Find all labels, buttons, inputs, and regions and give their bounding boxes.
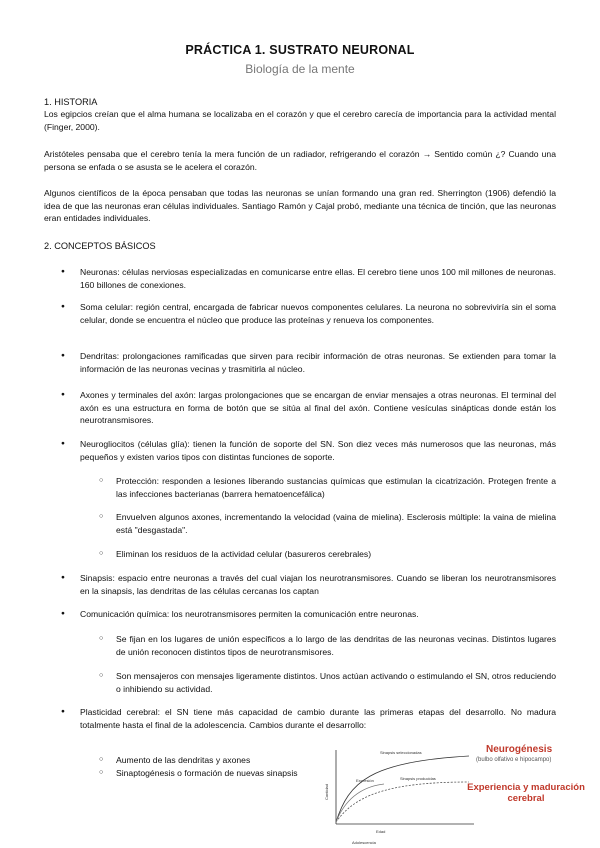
sub-item-dendritas-axones: ○ Aumento de las dendritas y axones (116, 754, 306, 767)
list-item-axones: ● Axones y terminales del axón: largas prolongaciones que se encargan de enviar mensajes a otras neuronas. El terminal del axón es una estructura en forma de botón que se sitúa al final del axón. Contiene vesículas sinápticas donde están los neurotransmisores. (80, 389, 556, 427)
list-item-dendritas: ● Dendritas: prolongaciones ramificadas que sirven para recibir información de otras neuronas. Se extienden para tomar la información de las neuronas vecinas y trasmitirla al núcleo. (80, 350, 556, 375)
list-item-glia: ● Neurogliocitos (células glía): tienen la función de soporte del SN. Son diez veces más numerosos que las neuronas, más pequeños y existen varios tipos con distintas funciones de soporte. (80, 438, 556, 463)
sub-item-fijacion: ○ Se fijan en los lugares de unión específicos a lo largo de las dendritas de las neuronas vecinas. Distintos lugares de unión reconocen distintos tipos de neurotransmisores. (116, 633, 556, 658)
curve-produced (336, 782, 469, 822)
curve-selected (336, 756, 469, 822)
sub-item-mensajeros: ○ Son mensajeros con mensajes ligeramente distintos. Unos actúan activando o estimulando el SN, otros reduciendo o inhibiendo su actividad. (116, 670, 556, 695)
paragraph-egipcios: Los egipcios creían que el alma humana se localizaba en el corazón y que el cerebro carecía de importancia para la actividad mental (Finger, 2000). (44, 109, 556, 132)
section-heading-conceptos: 2. CONCEPTOS BÁSICOS (44, 241, 156, 251)
list-item-comunicacion: ● Comunicación química: los neurotransmisores permiten la comunicación entre neuronas. (80, 608, 556, 621)
page-title: PRÁCTICA 1. SUSTRATO NEURONAL (185, 43, 415, 57)
figure-label-neurogenesis: Neurogénesis (486, 744, 553, 755)
sub-item-mielina: ○ Envuelven algunos axones, incrementando la velocidad (vaina de mielina). Esclerosis múltiple: la vaina de mielina está "desgastada". (116, 511, 556, 536)
figure-label-experiencia: Experiencia y maduración cerebral (467, 782, 585, 804)
figure-label-low: Expresión (356, 778, 374, 783)
curve-expression (336, 784, 384, 822)
sub-item-sinaptogenesis: ○ Sinaptogénesis o formación de nuevas sinapsis (116, 767, 306, 780)
figure-x-note: Adolescencia (352, 840, 376, 845)
paragraph-cajal: Algunos científicos de la época pensaban que todas las neuronas se unían formando una gran red. Sherrington (1906) defendió la idea de que las neuronas eran células individuales. Santiago Ramón y Cajal probó, mediante una técnica de tinción, que las neuronas eran entidades individuales. (44, 188, 556, 224)
figure-x-label: Edad (376, 829, 386, 834)
list-item-sinapsis: ● Sinapsis: espacio entre neuronas a través del cual viajan los neurotransmisores. Cuando se liberan los neurotransmisores en la sinapsis, las dendritas de las células cercanas los captan (80, 572, 556, 597)
figure-sublabel-bulbo: (bulbo olfativo e hipocampo) (476, 757, 552, 763)
figure-label-mid: Sinapsis producidas (400, 776, 436, 781)
plasticidad-text: Plasticidad cerebral: el SN tiene más capacidad de cambio durante las primeras etapas del desarrollo. No madura totalmente hasta el final de la adolescencia. Cambios durante el desarrollo: (80, 707, 556, 730)
sub-item-proteccion: ○ Protección: responden a lesiones liberando sustancias químicas que estimulan la cicatrización. Protegen frente a las infecciones bacterianas (barrera hematoencefálica) (116, 475, 556, 500)
list-item-soma: ● Soma celular: región central, encargada de fabricar nuevos componentes celulares. La neurona no sobreviviría sin el soma celular, donde se encuentra el núcleo que produce las proteínas y renueva los componentes. (80, 301, 556, 326)
page-subtitle: Biología de la mente (245, 62, 355, 76)
list-item-neuronas: ● Neuronas: células nerviosas especializadas en comunicarse entre ellas. El cerebro tiene unos 100 mil millones de neuronas. 160 billones de conexiones. (80, 266, 556, 291)
sub-item-residuos: ○ Eliminan los residuos de la actividad celular (basureros cerebrales) (116, 548, 556, 561)
figure-y-label: Cantidad (324, 783, 329, 800)
section-heading-historia: 1. HISTORIA (44, 97, 98, 107)
list-item-plasticidad (80, 706, 556, 731)
figure-label-top: Sinapsis seleccionadas (380, 750, 422, 755)
paragraph-aristoteles: Aristóteles pensaba que el cerebro tenía la mera función de un radiador, refrigerando el corazón → Sentido común ¿? Cuando una persona se enfada o se asusta se le acelera el corazón. (44, 149, 556, 172)
